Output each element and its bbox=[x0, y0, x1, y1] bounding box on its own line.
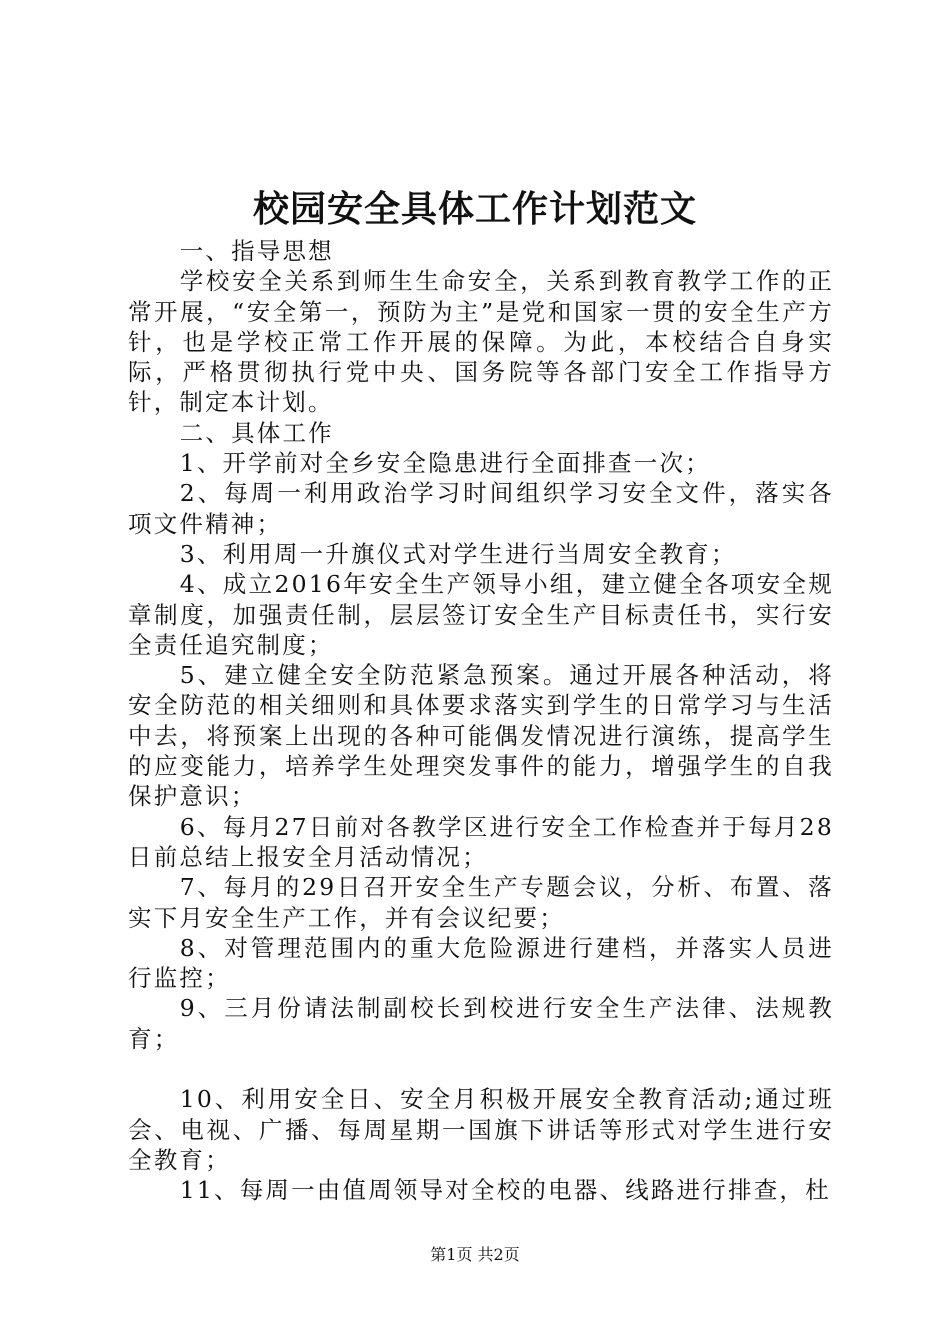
work-item-7: 7、每月的29日召开安全生产专题会议，分析、布置、落实下月安全生产工作，并有会议纪要； bbox=[128, 873, 834, 932]
page-number-footer: 第1页 共2页 bbox=[430, 1245, 520, 1264]
blank-line bbox=[128, 1054, 834, 1084]
section-heading-guiding-ideology: 一、指导思想 bbox=[179, 237, 334, 265]
work-item-5: 5、建立健全安全防范紧急预案。通过开展各种活动，将安全防范的相关细则和具体要求落实到学生的日常学习与生活中去，将预案上出现的各种可能偶发情况进行演练，提高学生的应变能力，培养学生处理突发事件的能力，增强学生的自我保护意识； bbox=[128, 661, 834, 811]
work-item-8: 8、对管理范围内的重大危险源进行建档，并落实人员进行监控； bbox=[128, 933, 834, 993]
paragraph-guiding-ideology: 学校安全关系到师生生命安全，关系到教育教学工作的正常开展，“安全第一，预防为主”是党和国家一贯的安全生产方针，也是学校正常工作开展的保障。为此，本校结合自身实际，严格贯彻执行党中央、国务院等各部门安全工作指导方针，制定本计划。 bbox=[128, 267, 834, 417]
page-title: 校园安全具体工作计划范文 bbox=[252, 188, 697, 230]
work-item-11: 11、每周一由值周领导对全校的电器、线路进行排查，杜 bbox=[179, 1176, 831, 1205]
document-body bbox=[128, 236, 834, 1206]
work-item-2: 2、每周一利用政治学习时间组织学习安全文件，落实各项文件精神； bbox=[128, 479, 834, 538]
work-item-9: 9、三月份请法制副校长到校进行安全生产法律、法规教育； bbox=[128, 994, 834, 1053]
section-heading-specific-work: 二、具体工作 bbox=[179, 418, 334, 447]
work-item-3: 3、利用周一升旗仪式对学生进行当周安全教育； bbox=[179, 539, 737, 568]
work-item-10: 10、利用安全日、安全月积极开展安全教育活动;通过班会、电视、广播、每周星期一国旗下讲话等形式对学生进行安全教育； bbox=[128, 1085, 834, 1174]
work-item-1: 1、开学前对全乡安全隐患进行全面排查一次； bbox=[179, 449, 711, 478]
work-item-4: 4、成立2016年安全生产领导小组，建立健全各项安全规章制度，加强责任制，层层签订安全生产目标责任书，实行安全责任追究制度； bbox=[128, 570, 834, 659]
work-item-6: 6、每月27日前对各教学区进行安全工作检查并于每月28日前总结上报安全月活动情况； bbox=[128, 812, 834, 871]
